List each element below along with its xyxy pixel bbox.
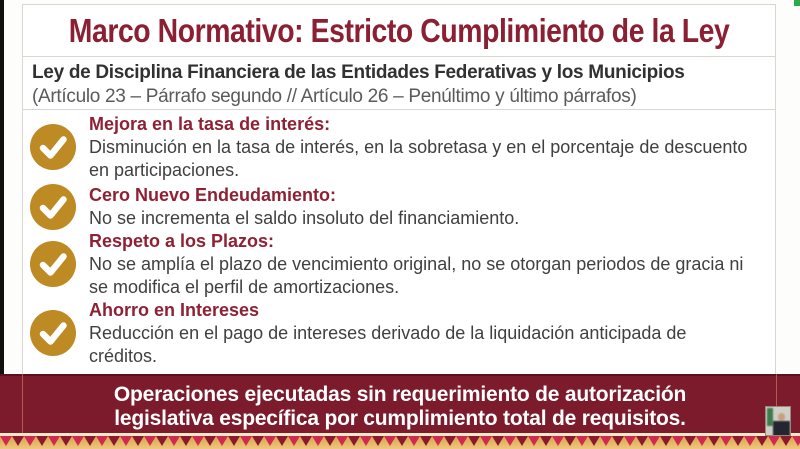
check-icon <box>30 124 76 170</box>
law-articles: (Artículo 23 – Párrafo segundo // Artículo 26 – Penúltimo y último párrafos) <box>32 86 637 107</box>
speaker-suit <box>773 421 790 436</box>
bullet-heading: Cero Nuevo Endeudamiento: <box>89 185 337 205</box>
banner-line2: legislativa específica por cumplimiento total de requisitos. <box>114 407 686 430</box>
list-item <box>30 112 751 182</box>
speaker-video-thumbnail <box>765 406 791 436</box>
title-box <box>22 4 776 57</box>
list-item <box>30 229 751 299</box>
video-artifact-green <box>794 0 800 6</box>
bullet-body: Reducción en el pago de intereses derivado de la liquidación anticipada de créditos. <box>89 322 687 366</box>
law-reference-box <box>22 57 776 110</box>
bullet-body: No se incrementa el saldo insoluto del financiamiento. <box>89 208 520 228</box>
banner-line1: Operaciones ejecutadas sin requerimiento de autorización <box>113 383 687 406</box>
law-name: Ley de Disciplina Financiera de las Entidades Federativas y los Municipios <box>32 62 685 83</box>
page-title: Marco Normativo: Estricto Cumplimiento de la Ley <box>68 11 730 49</box>
bullet-heading: Mejora en la tasa de interés: <box>89 113 331 134</box>
check-icon <box>30 184 76 230</box>
check-icon <box>30 310 76 356</box>
speaker-head <box>778 413 785 421</box>
bottom-banner <box>0 374 800 433</box>
list-item <box>30 183 751 231</box>
bullet-heading: Respeto a los Plazos: <box>89 230 275 251</box>
zigzag-border <box>0 436 800 449</box>
bullet-body: No se amplía el plazo de vencimiento original, no se otorgan periodos de gracia ni se modifica el perfil de amortizaciones. <box>89 253 744 297</box>
slide-edge-line-left <box>22 374 23 435</box>
list-item <box>30 299 751 367</box>
bullet-body: Disminución en la tasa de interés, en la sobretasa y en el porcentaje de descuento en participaciones. <box>89 136 748 180</box>
bullet-heading: Ahorro en Intereses <box>89 299 260 320</box>
check-icon <box>30 241 76 287</box>
letterbox-left <box>0 0 4 375</box>
